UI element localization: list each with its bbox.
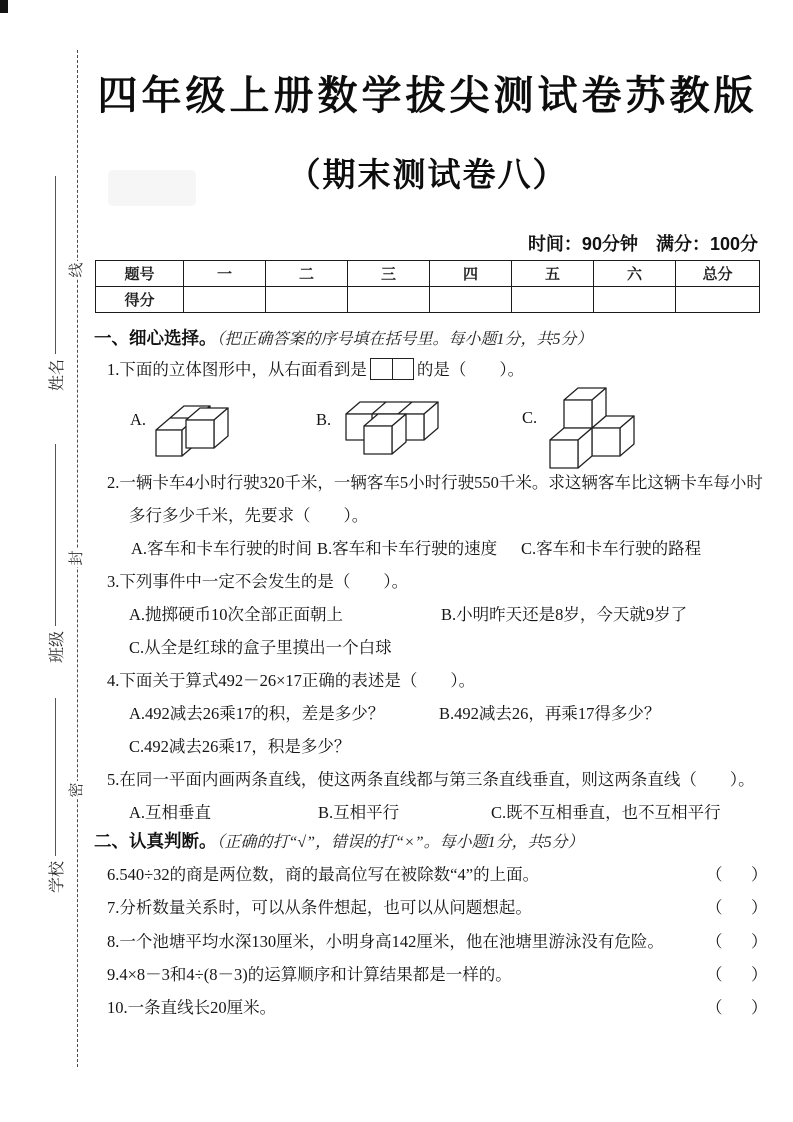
seal-char-xian: 线	[69, 262, 85, 278]
question-2-line1: 2.一辆卡车4小时行驶320千米，一辆客车5小时行驶550千米。求这辆客车比这辆卡车每小时	[107, 473, 763, 492]
question-3-option-c: C.从全是红球的盒子里摸出一个白球	[129, 638, 392, 657]
question-1-post: 的是（ ）。	[416, 360, 525, 379]
q1-view-shape	[370, 358, 414, 380]
score-header-6: 六	[594, 261, 676, 287]
name-write-line	[54, 176, 56, 354]
school-field-label: 学校	[48, 860, 66, 893]
question-2-option-c: C.客车和卡车行驶的路程	[521, 539, 702, 558]
score-cell	[184, 287, 266, 313]
answer-paren-8: （ ）	[706, 932, 774, 951]
school-field	[45, 679, 65, 893]
score-header-5: 五	[512, 261, 594, 287]
class-field	[45, 429, 65, 663]
section-1-note: （把正确答案的序号填在括号里。每小题1分，共5分）	[216, 331, 593, 348]
answer-paren-6: （ ）	[706, 865, 774, 884]
scan-corner-mark	[0, 0, 8, 13]
question-5-text: 5.在同一平面内画两条直线，使这两条直线都与第三条直线垂直，则这两条直线（ ）。	[107, 770, 755, 789]
score-cell	[266, 287, 348, 313]
question-5-option-b: B.互相平行	[318, 803, 400, 822]
paper-title: 四年级上册数学拔尖测试卷苏教版	[97, 74, 758, 118]
exam-meta: 时间：90分钟 满分：100分	[527, 234, 758, 254]
cube-figure-c	[546, 386, 638, 472]
question-4-option-b: B.492减去26，再乘17得多少？	[439, 704, 661, 723]
judgment-item-9: 9.4×8－3和4÷(8－3)的运算顺序和计算结果都是一样的。	[107, 965, 512, 984]
score-table-score-row	[96, 287, 760, 313]
question-5-option-c: C.既不互相垂直，也不互相平行	[491, 803, 721, 822]
figure-c-label: C.	[522, 408, 538, 427]
judgment-item-8: 8.一个池塘平均水深130厘米，小明身高142厘米，他在池塘里游泳没有危险。	[107, 932, 664, 951]
answer-paren-7: （ ）	[706, 898, 774, 917]
score-table	[95, 260, 760, 313]
score-table-header-row	[96, 261, 760, 287]
question-5-option-a: A.互相垂直	[129, 803, 212, 822]
section-2-note: （正确的打“√”，错误的打“×”。每小题1分，共5分）	[216, 834, 584, 851]
question-1	[107, 356, 524, 380]
question-3-option-a: A.抛掷硬币10次全部正面朝上	[129, 605, 344, 624]
section-1-title: 一、细心选择。	[94, 328, 217, 348]
score-header-total: 总分	[676, 261, 760, 287]
score-header-4: 四	[430, 261, 512, 287]
score-row-label: 得分	[96, 287, 184, 313]
section-1-heading	[94, 325, 593, 350]
judgment-item-6: 6.540÷32的商是两位数，商的最高位写在被除数“4”的上面。	[107, 865, 540, 884]
seal-char-feng: 封	[69, 550, 85, 566]
name-field-label: 姓名	[48, 358, 66, 391]
question-2-option-b: B.客车和卡车行驶的速度	[317, 539, 498, 558]
paper-subtitle: （期末测试卷八）	[287, 156, 568, 193]
score-header-timu: 题号	[96, 261, 184, 287]
school-write-line	[54, 698, 56, 856]
class-field-label: 班级	[48, 630, 66, 663]
cube-figure-a	[152, 390, 238, 462]
score-header-3: 三	[348, 261, 430, 287]
class-write-line	[54, 444, 56, 626]
question-4-option-a: A.492减去26乘17的积，差是多少？	[129, 704, 385, 723]
question-2-option-a: A.客车和卡车行驶的时间	[131, 539, 313, 558]
answer-paren-10: （ ）	[706, 998, 774, 1017]
question-4-option-c: C.492减去26乘17，积是多少？	[129, 737, 351, 756]
q1-view-shape-divider	[392, 359, 393, 379]
question-1-pre: 1.下面的立体图形中，从右面看到是	[107, 360, 367, 379]
section-2-title: 二、认真判断。	[94, 831, 217, 851]
score-header-1: 一	[184, 261, 266, 287]
judgment-item-10: 10.一条直线长20厘米。	[107, 998, 277, 1017]
answer-paren-9: （ ）	[706, 965, 774, 984]
judgment-item-7: 7.分析数量关系时，可以从条件想起，也可以从问题想起。	[107, 898, 532, 917]
score-cell	[348, 287, 430, 313]
score-cell	[594, 287, 676, 313]
cube-figure-b	[338, 396, 454, 458]
score-header-2: 二	[266, 261, 348, 287]
question-2-line2: 多行多少千米，先要求（ ）。	[129, 506, 369, 525]
section-2-heading	[94, 828, 584, 853]
question-3-option-b: B.小明昨天还是8岁，今天就9岁了	[441, 605, 688, 624]
name-field	[45, 161, 65, 391]
figure-b-label: B.	[316, 410, 332, 429]
question-4-text: 4.下面关于算式492－26×17正确的表述是（ ）。	[107, 671, 476, 690]
question-3-text: 3.下列事件中一定不会发生的是（ ）。	[107, 572, 409, 591]
figure-a-label: A.	[130, 410, 147, 429]
score-cell	[676, 287, 760, 313]
score-cell	[512, 287, 594, 313]
seal-char-mi: 密	[69, 782, 85, 798]
score-cell	[430, 287, 512, 313]
